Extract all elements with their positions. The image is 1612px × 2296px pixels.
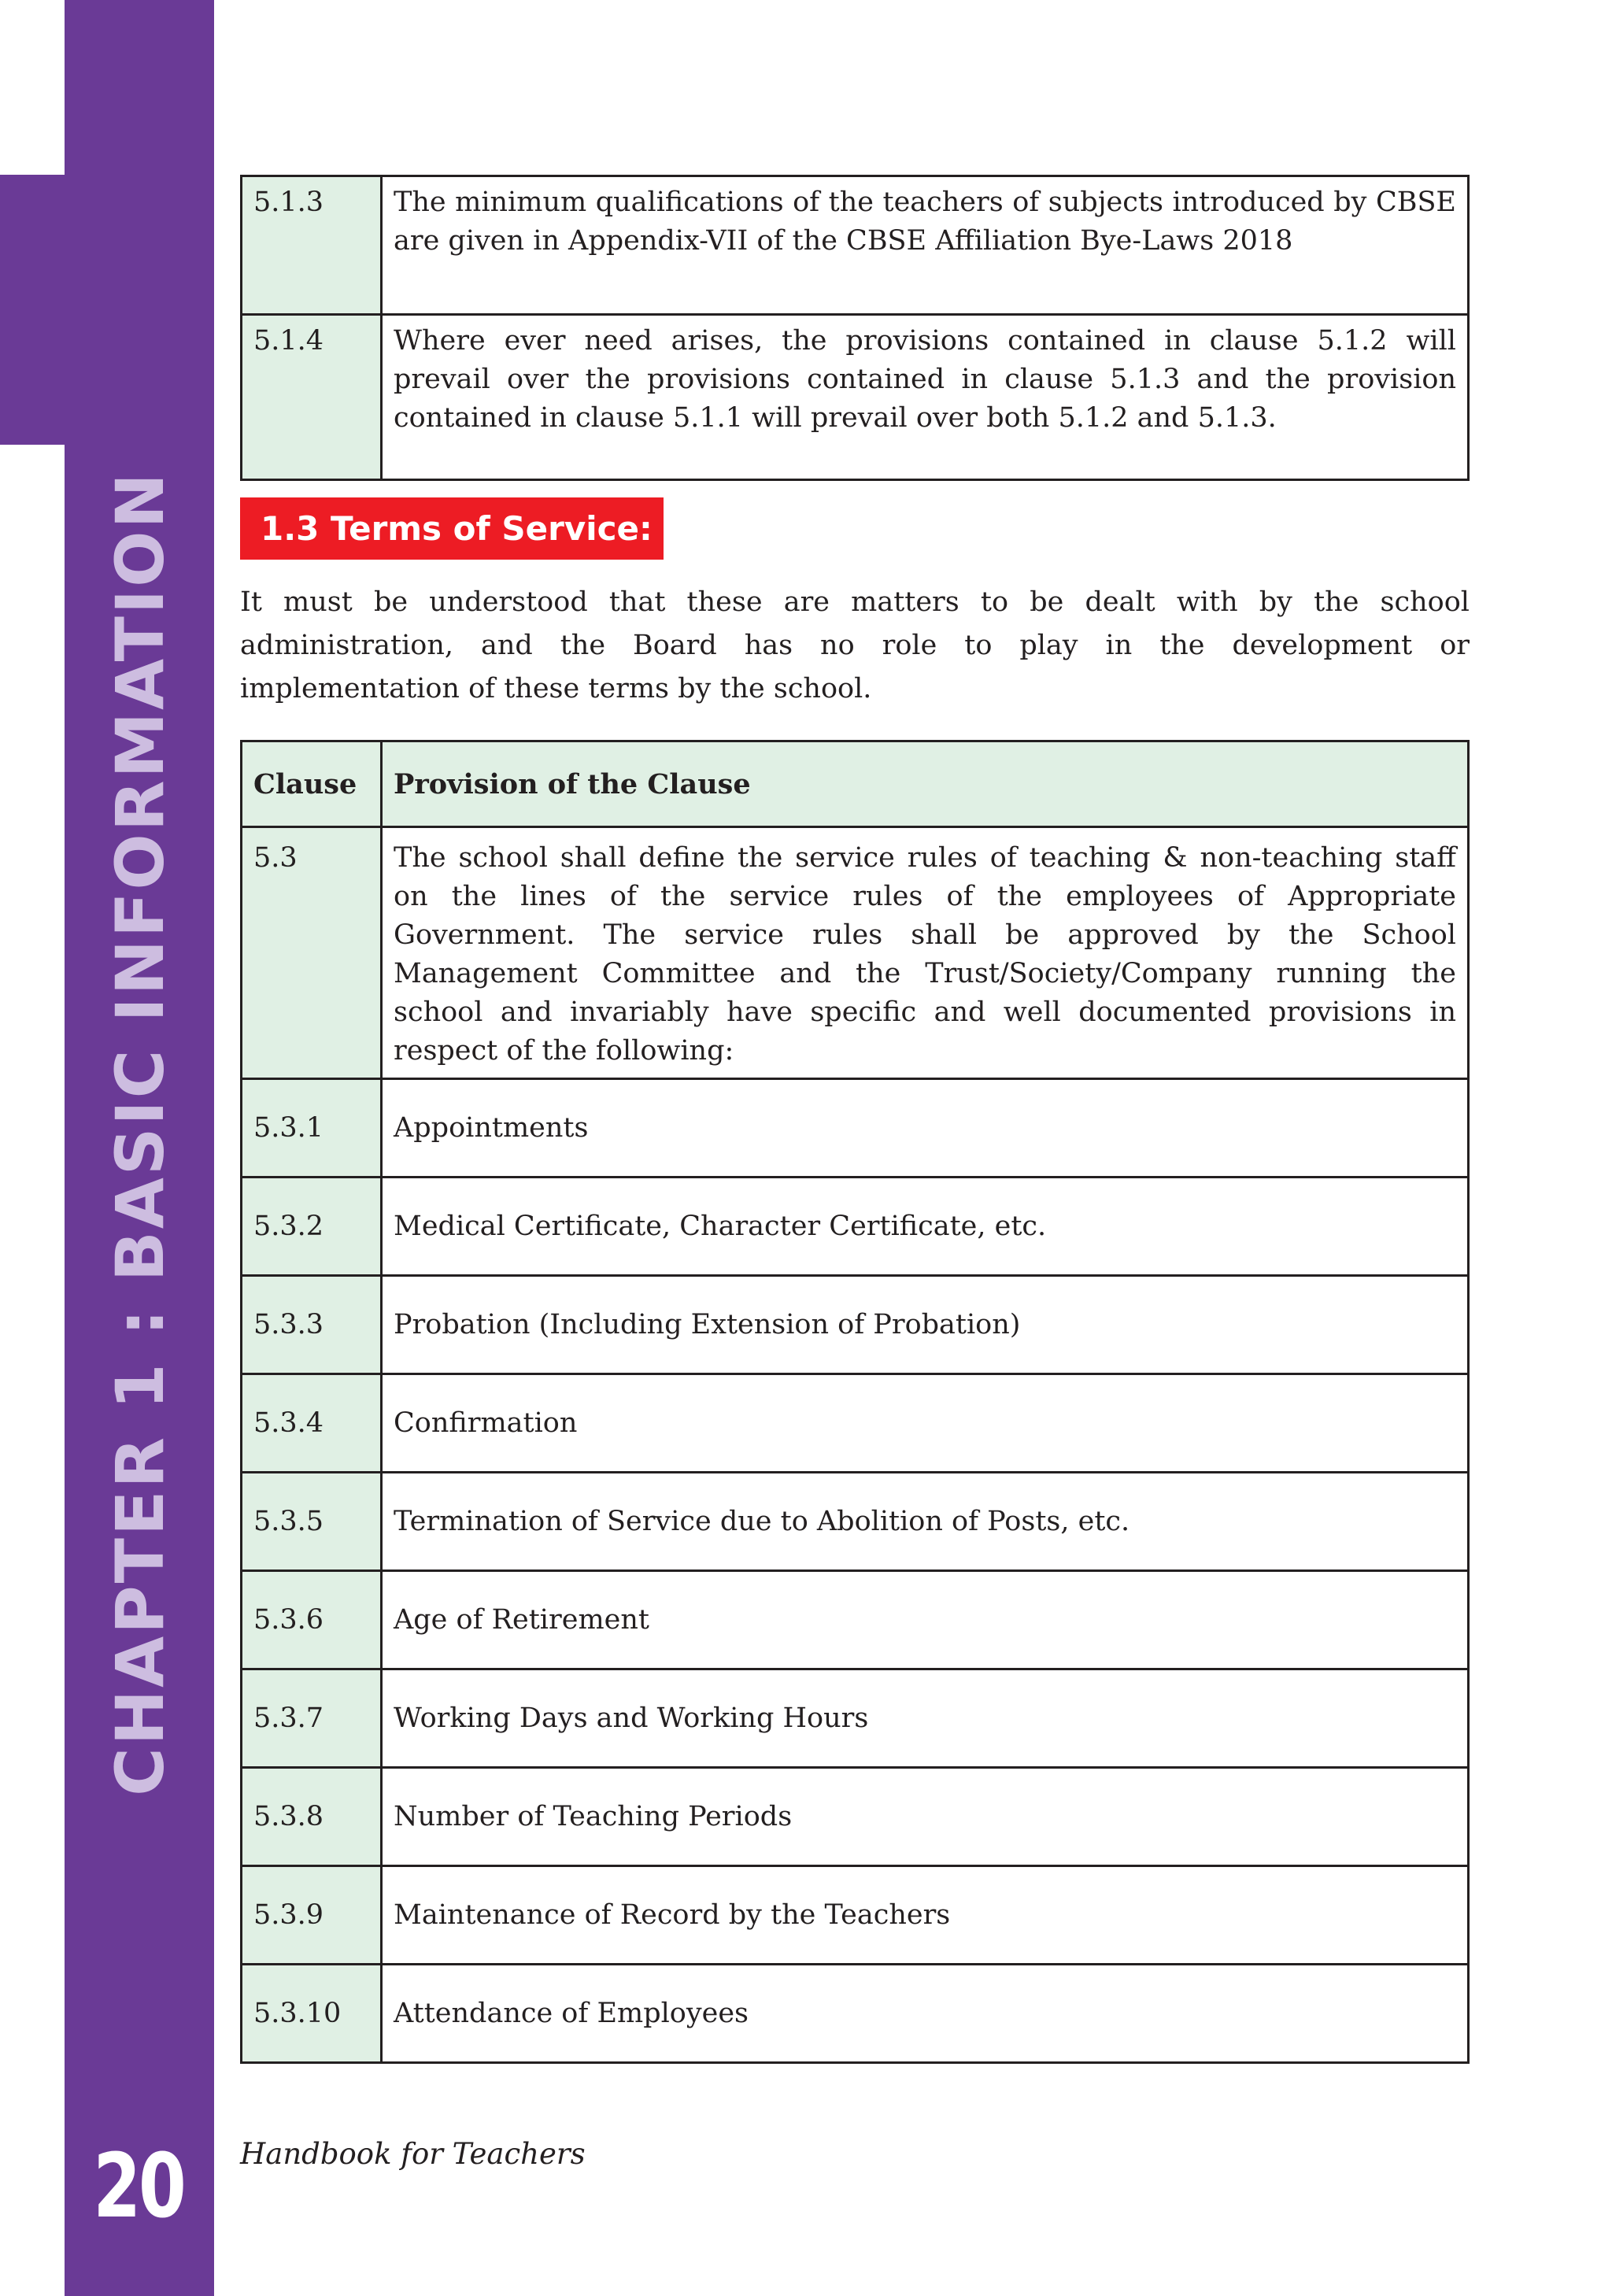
footer-title: Handbook for Teachers [240, 2137, 586, 2171]
table-row [242, 1473, 1469, 1571]
clause-text: Age of Retirement [382, 1571, 1469, 1669]
clause-text: Attendance of Employees [382, 1965, 1469, 2063]
page-number: 20 [93, 2135, 184, 2238]
clause-number: 5.3.3 [242, 1276, 382, 1374]
clause-number: 5.3.5 [242, 1473, 382, 1571]
clause-text: The school shall define the service rules of teaching & non-teaching staff on the lines of the service rules of the employees of Appropriate Government. The service rules shall be approved by the School Management Committee and the Trust/Society/Company running the school and invariably have specific and well documented provisions in respect of the following: [382, 827, 1469, 1079]
table-header-row [242, 741, 1469, 827]
clause-text: Confirmation [382, 1374, 1469, 1473]
terms-of-service-table [240, 740, 1470, 2064]
table-row [242, 1866, 1469, 1965]
table-row [242, 1276, 1469, 1374]
table-row [242, 1571, 1469, 1669]
clause-text: Appointments [382, 1079, 1469, 1178]
clause-number: 5.3 [242, 827, 382, 1079]
table-row [242, 1768, 1469, 1866]
clause-number: 5.3.10 [242, 1965, 382, 2063]
clause-text: Where ever need arises, the provisions contained in clause 5.1.2 will prevail over the provisions contained in clause 5.1.3 and the provision contained in clause 5.1.1 will prevail over both 5.1.2 and 5.1.3. [382, 315, 1469, 480]
clause-number: 5.3.7 [242, 1669, 382, 1768]
clause-number: 5.3.4 [242, 1374, 382, 1473]
qualifications-table [240, 175, 1470, 481]
table-row [242, 1079, 1469, 1178]
table-row [242, 1178, 1469, 1276]
header-clause: Clause [242, 741, 382, 827]
clause-number: 5.1.4 [242, 315, 382, 480]
chapter-label: CHAPTER 1 : BASIC INFORMATION [102, 471, 179, 1796]
clause-number: 5.3.8 [242, 1768, 382, 1866]
table-row [242, 176, 1469, 315]
clause-number: 5.1.3 [242, 176, 382, 315]
clause-text: Number of Teaching Periods [382, 1768, 1469, 1866]
table-row [242, 827, 1469, 1079]
table-row [242, 1669, 1469, 1768]
table-row [242, 1965, 1469, 2063]
section-intro: It must be understood that these are matters to be dealt with by the school administration, and the Board has no role to play in the development or implementation of these terms by the school. [240, 586, 1470, 704]
section-heading: 1.3 Terms of Service: [240, 497, 664, 560]
clause-number: 5.3.6 [242, 1571, 382, 1669]
table-row [242, 1374, 1469, 1473]
clause-text: Maintenance of Record by the Teachers [382, 1866, 1469, 1965]
clause-number: 5.3.2 [242, 1178, 382, 1276]
clause-text: Working Days and Working Hours [382, 1669, 1469, 1768]
sidebar-band-top [65, 0, 214, 175]
clause-text: Medical Certificate, Character Certificate, etc. [382, 1178, 1469, 1276]
clause-text: The minimum qualifications of the teachers of subjects introduced by CBSE are given in Appendix-VII of the CBSE Affiliation Bye-Laws 2018 [382, 176, 1469, 315]
table-row [242, 315, 1469, 480]
clause-text: Termination of Service due to Abolition of Posts, etc. [382, 1473, 1469, 1571]
header-provision: Provision of the Clause [382, 741, 1469, 827]
clause-number: 5.3.9 [242, 1866, 382, 1965]
clause-text: Probation (Including Extension of Probation) [382, 1276, 1469, 1374]
clause-number: 5.3.1 [242, 1079, 382, 1178]
sidebar-notch [0, 445, 65, 2296]
